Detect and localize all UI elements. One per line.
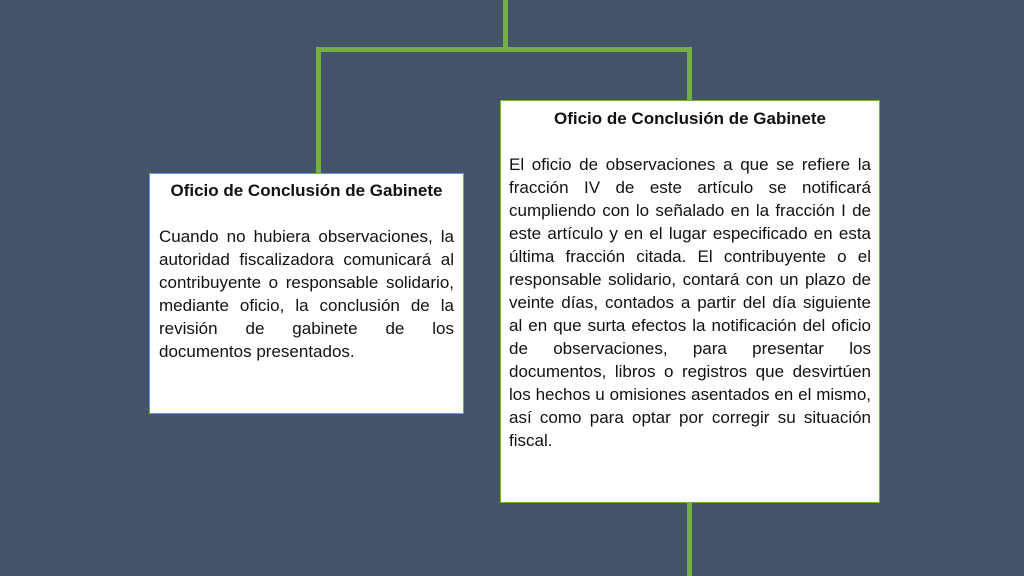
left-info-box (149, 173, 464, 414)
left-box-title: Oficio de Conclusión de Gabinete (170, 181, 443, 200)
connector-horizontal-bar (316, 47, 692, 52)
connector-left-drop (316, 47, 321, 174)
right-box-body: El oficio de observaciones a que se refiere la fracción IV de este artículo se notificará cumpliendo con lo señalado en la fracción I de este artículo y en el lugar especificado en esta última fracción citada. El contribuyente o el responsable solidario, contará con un plazo de veinte días, contados a partir del día siguiente al en que surta efectos la notificación del oficio de observaciones, para presentar los documentos, libros o registros que desvirtúen los hechos u omisiones asentados en el mismo, así como para optar por corregir su situación fiscal. (509, 155, 871, 450)
connector-bottom-stem (687, 502, 692, 576)
connector-top-stem (503, 0, 508, 50)
right-info-box (500, 100, 880, 503)
connector-right-drop (687, 47, 692, 101)
left-box-body: Cuando no hubiera observaciones, la autoridad fiscalizadora comunicará al contribuyente o responsable solidario, mediante oficio, la conclusión de la revisión de gabinete de los documentos presentados. (159, 227, 454, 361)
right-box-title: Oficio de Conclusión de Gabinete (553, 109, 827, 128)
